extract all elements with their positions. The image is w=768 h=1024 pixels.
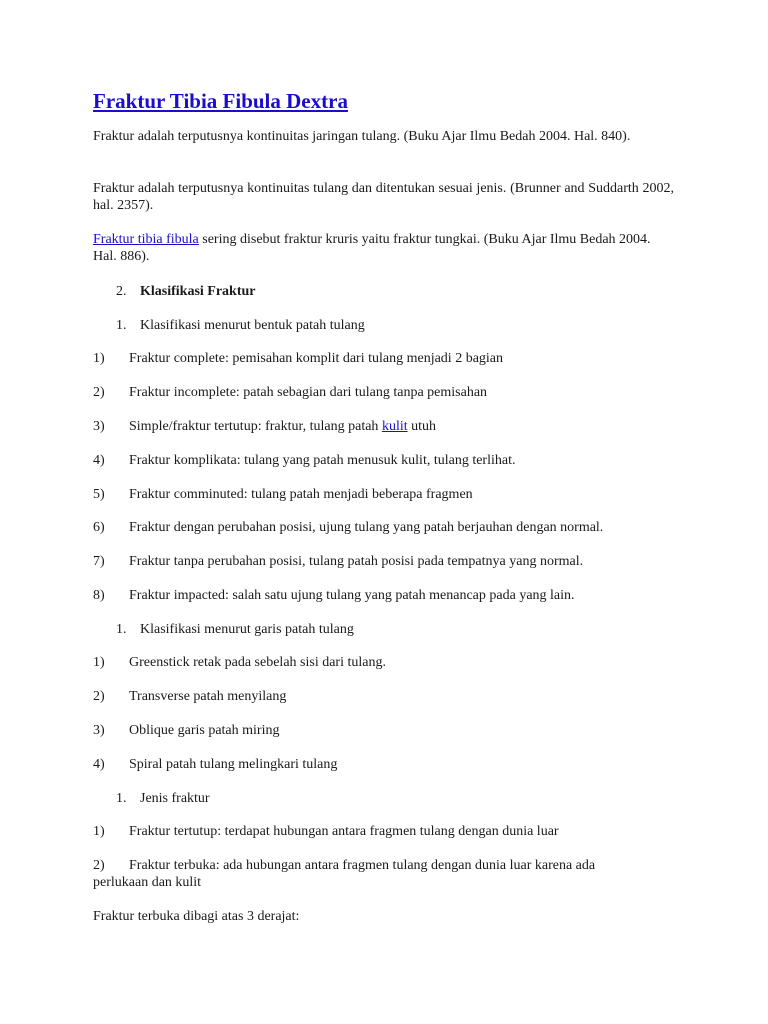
list-item-number: 7) (93, 554, 105, 569)
paragraph-definition-1: Fraktur adalah terputusnya kontinuitas jaringan tulang. (Buku Ajar Ilmu Bedah 2004. Hal. 840). (93, 129, 631, 144)
paragraph-derajat: Fraktur terbuka dibagi atas 3 derajat: (93, 909, 300, 924)
subheading-jenis (116, 790, 210, 807)
list-item-text: Fraktur tanpa perubahan posisi, tulang patah posisi pada tempatnya yang normal. (129, 554, 584, 569)
list-item-text: Fraktur comminuted: tulang patah menjadi beberapa fragmen (129, 487, 473, 502)
section-label: Klasifikasi Fraktur (140, 284, 256, 299)
list-item (93, 384, 693, 401)
list-item-text: Fraktur impacted: salah satu ujung tulang yang patah menancap pada yang lain. (129, 588, 575, 603)
subheading-label: Jenis fraktur (140, 791, 210, 806)
list-item (93, 688, 693, 705)
list-item-number: 3) (93, 419, 105, 434)
list-item (93, 553, 693, 570)
list-item (93, 350, 693, 367)
list-item-text: Fraktur dengan perubahan posisi, ujung tulang yang patah berjauhan dengan normal. (129, 520, 604, 535)
list-item-number: 6) (93, 520, 105, 535)
list-item-text-after: utuh (407, 419, 436, 434)
section-number: 2. (116, 284, 127, 299)
list-item-text: Spiral patah tulang melingkari tulang (129, 757, 338, 772)
list-item-text: Greenstick retak pada sebelah sisi dari tulang. (129, 655, 386, 670)
list-item-number: 3) (93, 723, 105, 738)
list-item-number: 5) (93, 487, 105, 502)
subheading-number: 1. (116, 622, 127, 637)
list-item (93, 756, 693, 773)
list-item-number: 2) (93, 385, 105, 400)
list-item-number: 1) (93, 351, 105, 366)
paragraph-tibia-fibula-text: sering disebut fraktur kruris yaitu fraktur tungkai. (Buku Ajar Ilmu Bedah 2004. Hal. 886). (93, 232, 651, 264)
list-item-text: Oblique garis patah miring (129, 723, 280, 738)
subheading-bentuk (116, 317, 365, 334)
list-item-text: Transverse patah menyilang (129, 689, 287, 704)
list-item-number: 8) (93, 588, 105, 603)
list-item-text: Simple/fraktur tertutup: fraktur, tulang patah (129, 419, 382, 434)
subheading-number: 1. (116, 318, 127, 333)
list-item-text: Fraktur complete: pemisahan komplit dari tulang menjadi 2 bagian (129, 351, 504, 366)
list-item (93, 823, 693, 840)
list-item (93, 857, 653, 891)
kulit-link[interactable]: kulit (381, 419, 408, 434)
list-item-text: Fraktur terbuka: ada hubungan antara fragmen tulang dengan dunia luar karena ada perlukaan dan kulit (93, 858, 596, 890)
list-item-number: 1) (93, 655, 105, 670)
list-item (93, 519, 693, 536)
list-item (93, 486, 693, 503)
list-item-text: Fraktur tertutup: terdapat hubungan antara fragmen tulang dengan dunia luar (129, 824, 559, 839)
list-item-number: 4) (93, 757, 105, 772)
list-item-text: Fraktur komplikata: tulang yang patah menusuk kulit, tulang terlihat. (129, 453, 516, 468)
list-item-number: 1) (93, 824, 105, 839)
list-item-text: Fraktur incomplete: patah sebagian dari tulang tanpa pemisahan (129, 385, 488, 400)
list-item (93, 452, 693, 469)
document-title-link[interactable]: Fraktur Tibia Fibula Dextra (93, 89, 348, 113)
fraktur-tibia-fibula-link[interactable]: Fraktur tibia fibula (93, 232, 199, 247)
list-item (93, 418, 693, 435)
section-heading-klasifikasi (116, 283, 256, 300)
list-item-number: 4) (93, 453, 105, 468)
list-item-number: 2) (93, 858, 105, 873)
subheading-number: 1. (116, 791, 127, 806)
paragraph-definition-2: Fraktur adalah terputusnya kontinuitas tulang dan ditentukan sesuai jenis. (Brunner and Suddarth 2002, hal. 2357). (93, 181, 674, 213)
subheading-garis (116, 621, 354, 638)
paragraph-tibia-fibula (93, 231, 674, 265)
list-item (93, 654, 693, 671)
list-item (93, 587, 693, 604)
list-item (93, 722, 693, 739)
subheading-label: Klasifikasi menurut bentuk patah tulang (140, 318, 365, 333)
list-item-number: 2) (93, 689, 105, 704)
subheading-label: Klasifikasi menurut garis patah tulang (140, 622, 354, 637)
